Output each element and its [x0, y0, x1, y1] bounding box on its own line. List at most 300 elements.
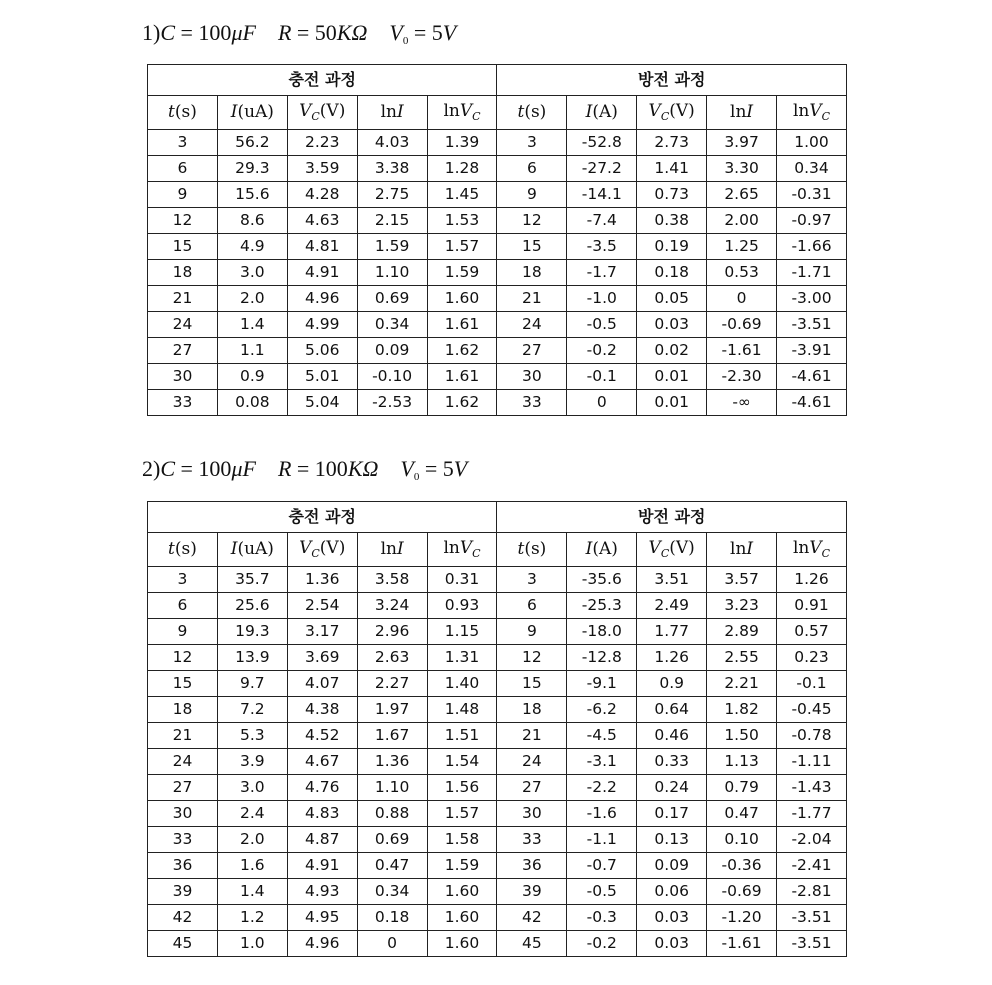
table-row [148, 775, 847, 801]
capacitance-label: C [160, 456, 176, 481]
table-cell: 1.59 [357, 234, 427, 260]
table-cell: -3.51 [777, 931, 847, 957]
table-cell: 1.61 [427, 312, 497, 338]
table-cell: 1.4 [217, 312, 287, 338]
table-cell: 2.55 [707, 645, 777, 671]
table-cell: -12.8 [567, 645, 637, 671]
table-cell: 0.88 [357, 801, 427, 827]
table-cell: -2.30 [707, 364, 777, 390]
table-row [148, 723, 847, 749]
table-cell: 0.69 [357, 827, 427, 853]
table-cell: 21 [148, 723, 218, 749]
table-cell: 5.3 [217, 723, 287, 749]
table-cell: 0.47 [707, 801, 777, 827]
table-row [148, 208, 847, 234]
column-header-row [148, 96, 847, 130]
table-cell: 27 [497, 775, 567, 801]
table-cell: 0.24 [637, 775, 707, 801]
table-cell: 1.59 [427, 853, 497, 879]
table-cell: 24 [497, 312, 567, 338]
table-cell: 3 [148, 567, 218, 593]
table-cell: 1.53 [427, 208, 497, 234]
table-cell: 12 [497, 208, 567, 234]
table-cell: 1.0 [217, 931, 287, 957]
table-cell: -3.00 [777, 286, 847, 312]
table-cell: 3.0 [217, 260, 287, 286]
table-cell: 35.7 [217, 567, 287, 593]
table-cell: 3.57 [707, 567, 777, 593]
table-cell: -0.97 [777, 208, 847, 234]
charging-group-header: 충전 과정 [148, 502, 497, 533]
table-cell: 0.10 [707, 827, 777, 853]
table-cell: 0.38 [637, 208, 707, 234]
table-cell: 24 [148, 749, 218, 775]
table-cell: -52.8 [567, 130, 637, 156]
table-cell: 18 [148, 260, 218, 286]
capacitance-unit: F [242, 456, 256, 481]
table-cell: 42 [497, 905, 567, 931]
capacitance-unit: F [242, 20, 256, 45]
table-cell: 1.40 [427, 671, 497, 697]
col-time: t(s) [148, 96, 218, 130]
table-cell: 1.2 [217, 905, 287, 931]
table-cell: 33 [497, 827, 567, 853]
table-cell: 15 [497, 234, 567, 260]
col-current: I(A) [567, 533, 637, 567]
resistance-unit: KΩ [336, 20, 368, 45]
table-cell: -0.5 [567, 312, 637, 338]
table-cell: -4.5 [567, 723, 637, 749]
table-cell: -1.77 [777, 801, 847, 827]
table-cell: 36 [497, 853, 567, 879]
table-cell: 9 [148, 619, 218, 645]
table-cell: -2.41 [777, 853, 847, 879]
table-row [148, 390, 847, 416]
table-cell: 2.15 [357, 208, 427, 234]
resistance-unit: KΩ [347, 456, 379, 481]
table-row [148, 567, 847, 593]
table-cell: 25.6 [217, 593, 287, 619]
table-cell: 0.01 [637, 364, 707, 390]
table-cell: 27 [148, 775, 218, 801]
table-cell: 1.61 [427, 364, 497, 390]
table-cell: 1.57 [427, 234, 497, 260]
table-cell: 3.0 [217, 775, 287, 801]
col-ln-voltage: lnV$_C$ [777, 96, 847, 130]
table-cell: 1.45 [427, 182, 497, 208]
table-cell: 9 [497, 182, 567, 208]
table-cell: 0.17 [637, 801, 707, 827]
table-cell: -0.31 [777, 182, 847, 208]
col-current: I(uA) [217, 533, 287, 567]
table-cell: 18 [497, 260, 567, 286]
table-cell: 1.48 [427, 697, 497, 723]
charging-group-header: 충전 과정 [148, 65, 497, 96]
table-cell: 4.95 [287, 905, 357, 931]
table-cell: -∞ [707, 390, 777, 416]
col-ln-voltage: lnV$_C$ [427, 533, 497, 567]
table-cell: 0.13 [637, 827, 707, 853]
table-row [148, 827, 847, 853]
table-cell: 12 [148, 208, 218, 234]
col-ln-current: lnI [357, 96, 427, 130]
table-cell: 13.9 [217, 645, 287, 671]
table-cell: 0 [707, 286, 777, 312]
table-cell: 0.73 [637, 182, 707, 208]
table-cell: 0.08 [217, 390, 287, 416]
table-cell: 7.2 [217, 697, 287, 723]
table-row [148, 671, 847, 697]
voltage-unit: V [442, 20, 457, 45]
resistance-value: = 50 [291, 20, 337, 45]
table-cell: 15 [148, 234, 218, 260]
table-row [148, 156, 847, 182]
table-cell: 2.49 [637, 593, 707, 619]
table-cell: 1.56 [427, 775, 497, 801]
col-current: I(A) [567, 96, 637, 130]
table-cell: 1.36 [287, 567, 357, 593]
table-cell: 0.03 [637, 905, 707, 931]
col-current: I(uA) [217, 96, 287, 130]
table-cell: -1.20 [707, 905, 777, 931]
col-capacitor-voltage: $V_C(V)$ [287, 533, 357, 567]
table-cell: 1.15 [427, 619, 497, 645]
table-cell: -0.7 [567, 853, 637, 879]
table-cell: -0.69 [707, 312, 777, 338]
table-cell: 1.25 [707, 234, 777, 260]
table-cell: -1.6 [567, 801, 637, 827]
table-cell: 4.52 [287, 723, 357, 749]
table-cell: 12 [497, 645, 567, 671]
table-row [148, 749, 847, 775]
table-cell: 1.13 [707, 749, 777, 775]
table-cell: -0.10 [357, 364, 427, 390]
table-cell: 1.62 [427, 338, 497, 364]
table-row [148, 338, 847, 364]
table-cell: 0.47 [357, 853, 427, 879]
voltage-label: V [389, 20, 403, 45]
table-cell: 3.38 [357, 156, 427, 182]
table-row [148, 801, 847, 827]
section-number: 1) [142, 20, 161, 45]
capacitance-label: C [160, 20, 176, 45]
table-cell: 1.60 [427, 286, 497, 312]
table-cell: 19.3 [217, 619, 287, 645]
table-cell: -0.36 [707, 853, 777, 879]
table-cell: 21 [497, 286, 567, 312]
table-cell: 0.33 [637, 749, 707, 775]
table-cell: -1.61 [707, 931, 777, 957]
table-cell: 3.9 [217, 749, 287, 775]
discharging-group-header: 방전 과정 [497, 65, 847, 96]
table-cell: 1.6 [217, 853, 287, 879]
col-time: t(s) [497, 96, 567, 130]
table-cell: 2.89 [707, 619, 777, 645]
table-cell: 3.30 [707, 156, 777, 182]
table-cell: -0.1 [567, 364, 637, 390]
table-cell: 0.34 [777, 156, 847, 182]
table-cell: 2.4 [217, 801, 287, 827]
table-row [148, 312, 847, 338]
table-row [148, 286, 847, 312]
table-cell: -0.1 [777, 671, 847, 697]
table-cell: 1.10 [357, 260, 427, 286]
table-cell: 4.96 [287, 286, 357, 312]
table-cell: 1.41 [637, 156, 707, 182]
table-cell: 5.06 [287, 338, 357, 364]
voltage-subscript: 0 [413, 471, 420, 483]
table-cell: 4.28 [287, 182, 357, 208]
table-cell: 33 [497, 390, 567, 416]
table-cell: -3.1 [567, 749, 637, 775]
capacitance-value: = 100 [175, 456, 232, 481]
table-cell: -1.61 [707, 338, 777, 364]
table-cell: 4.9 [217, 234, 287, 260]
table-cell: 0.05 [637, 286, 707, 312]
table-cell: 0.91 [777, 593, 847, 619]
table-cell: 2.00 [707, 208, 777, 234]
table-cell: 0.18 [357, 905, 427, 931]
table-cell: 2.63 [357, 645, 427, 671]
table-cell: 45 [148, 931, 218, 957]
table-cell: -2.53 [357, 390, 427, 416]
table-cell: 0.03 [637, 931, 707, 957]
resistance-value: = 100 [291, 456, 348, 481]
table-cell: 27 [148, 338, 218, 364]
table-cell: 0.69 [357, 286, 427, 312]
discharging-group-header: 방전 과정 [497, 502, 847, 533]
table-cell: 8.6 [217, 208, 287, 234]
col-capacitor-voltage: $V_C(V)$ [637, 533, 707, 567]
table-row [148, 905, 847, 931]
table-cell: 3.24 [357, 593, 427, 619]
table-cell: 6 [148, 593, 218, 619]
table-cell: 1.62 [427, 390, 497, 416]
table-cell: 1.57 [427, 801, 497, 827]
table-cell: 0 [357, 931, 427, 957]
table-cell: 0.02 [637, 338, 707, 364]
table-cell: 3 [148, 130, 218, 156]
table-cell: 30 [148, 801, 218, 827]
table-cell: 0.34 [357, 879, 427, 905]
table-cell: 33 [148, 827, 218, 853]
table-cell: 0.53 [707, 260, 777, 286]
table-cell: 3.17 [287, 619, 357, 645]
table-cell: 1.50 [707, 723, 777, 749]
table-cell: 1.1 [217, 338, 287, 364]
table-cell: -3.5 [567, 234, 637, 260]
col-time: t(s) [497, 533, 567, 567]
table-cell: -6.2 [567, 697, 637, 723]
table-cell: -0.69 [707, 879, 777, 905]
col-ln-current: lnI [707, 533, 777, 567]
table-row [148, 364, 847, 390]
col-capacitor-voltage: $V_C(V)$ [637, 96, 707, 130]
table-cell: 0.46 [637, 723, 707, 749]
table-cell: -18.0 [567, 619, 637, 645]
col-capacitor-voltage: $V_C(V)$ [287, 96, 357, 130]
table-cell: 1.39 [427, 130, 497, 156]
col-ln-voltage: lnV$_C$ [427, 96, 497, 130]
table-cell: -1.71 [777, 260, 847, 286]
table-cell: 0.19 [637, 234, 707, 260]
table-cell: 1.97 [357, 697, 427, 723]
table-cell: 27 [497, 338, 567, 364]
table-cell: 0.34 [357, 312, 427, 338]
table-cell: 1.28 [427, 156, 497, 182]
table-cell: 0.57 [777, 619, 847, 645]
table-cell: 24 [497, 749, 567, 775]
table-cell: 2.27 [357, 671, 427, 697]
capacitance-value: = 100 [175, 20, 232, 45]
table-cell: 3.97 [707, 130, 777, 156]
table-cell: -35.6 [567, 567, 637, 593]
table-cell: 4.83 [287, 801, 357, 827]
table-cell: 4.91 [287, 853, 357, 879]
table-cell: 0.23 [777, 645, 847, 671]
table-cell: -0.3 [567, 905, 637, 931]
table-cell: 4.91 [287, 260, 357, 286]
table-cell: -3.51 [777, 905, 847, 931]
table-cell: 9 [148, 182, 218, 208]
table-cell: 1.82 [707, 697, 777, 723]
table-cell: 1.60 [427, 879, 497, 905]
table-cell: 18 [497, 697, 567, 723]
table-cell: -1.1 [567, 827, 637, 853]
table-cell: 0.03 [637, 312, 707, 338]
table-cell: 24 [148, 312, 218, 338]
table-cell: -1.0 [567, 286, 637, 312]
table-row [148, 697, 847, 723]
table-cell: -2.81 [777, 879, 847, 905]
table-cell: 0.79 [707, 775, 777, 801]
table-cell: -1.11 [777, 749, 847, 775]
table-cell: 1.36 [357, 749, 427, 775]
table-cell: 42 [148, 905, 218, 931]
table-cell: 0.09 [637, 853, 707, 879]
table-cell: 3.23 [707, 593, 777, 619]
table-cell: 0.93 [427, 593, 497, 619]
table-cell: 39 [497, 879, 567, 905]
table-cell: -4.61 [777, 364, 847, 390]
table-cell: 2.23 [287, 130, 357, 156]
table-cell: 15 [497, 671, 567, 697]
data-table-1 [147, 64, 847, 416]
table-cell: 56.2 [217, 130, 287, 156]
table-cell: 2.96 [357, 619, 427, 645]
column-header-row [148, 533, 847, 567]
table-cell: 3.58 [357, 567, 427, 593]
table-row [148, 234, 847, 260]
table-cell: 4.03 [357, 130, 427, 156]
table-row [148, 619, 847, 645]
table-cell: -3.51 [777, 312, 847, 338]
table-cell: -9.1 [567, 671, 637, 697]
table-cell: 15.6 [217, 182, 287, 208]
table-cell: 6 [497, 156, 567, 182]
table-row [148, 130, 847, 156]
table-cell: -0.2 [567, 931, 637, 957]
table-cell: 1.60 [427, 931, 497, 957]
table-cell: -25.3 [567, 593, 637, 619]
table-cell: 2.0 [217, 286, 287, 312]
table-cell: -0.5 [567, 879, 637, 905]
table-cell: 4.07 [287, 671, 357, 697]
table-cell: 0.64 [637, 697, 707, 723]
table-cell: -1.66 [777, 234, 847, 260]
table-cell: -0.78 [777, 723, 847, 749]
table-cell: -14.1 [567, 182, 637, 208]
table-cell: 0.18 [637, 260, 707, 286]
table-cell: 1.26 [637, 645, 707, 671]
data-table-2 [147, 501, 847, 957]
table-cell: 3.51 [637, 567, 707, 593]
table-cell: 4.81 [287, 234, 357, 260]
table-cell: 1.54 [427, 749, 497, 775]
table-cell: 1.77 [637, 619, 707, 645]
table-cell: 3.59 [287, 156, 357, 182]
table-cell: 1.60 [427, 905, 497, 931]
section-1-heading [142, 20, 456, 47]
table-cell: 0.31 [427, 567, 497, 593]
table-cell: 4.76 [287, 775, 357, 801]
table-row [148, 931, 847, 957]
table-cell: -0.2 [567, 338, 637, 364]
table-cell: 2.21 [707, 671, 777, 697]
table-cell: 30 [497, 801, 567, 827]
table-cell: 1.51 [427, 723, 497, 749]
col-time: t(s) [148, 533, 218, 567]
table-cell: 0.9 [217, 364, 287, 390]
col-ln-current: lnI [357, 533, 427, 567]
table-cell: 4.87 [287, 827, 357, 853]
table-cell: 0.01 [637, 390, 707, 416]
resistance-label: R [277, 20, 292, 45]
table-cell: 1.67 [357, 723, 427, 749]
table-cell: -0.45 [777, 697, 847, 723]
table-cell: 4.63 [287, 208, 357, 234]
table-cell: 21 [148, 286, 218, 312]
table-cell: 15 [148, 671, 218, 697]
table-cell: 3 [497, 567, 567, 593]
table-cell: 5.04 [287, 390, 357, 416]
table-cell: 1.58 [427, 827, 497, 853]
table-cell: 4.96 [287, 931, 357, 957]
table-cell: 0.9 [637, 671, 707, 697]
table-cell: 1.00 [777, 130, 847, 156]
table-cell: 30 [148, 364, 218, 390]
table-cell: -2.2 [567, 775, 637, 801]
table-cell: -27.2 [567, 156, 637, 182]
table-cell: 0.09 [357, 338, 427, 364]
table-cell: 0.06 [637, 879, 707, 905]
table-row [148, 879, 847, 905]
table-cell: -1.43 [777, 775, 847, 801]
table-cell: 45 [497, 931, 567, 957]
table-cell: 4.67 [287, 749, 357, 775]
voltage-label: V [400, 456, 414, 481]
table-cell: 0 [567, 390, 637, 416]
table-cell: 1.31 [427, 645, 497, 671]
table-cell: 2.0 [217, 827, 287, 853]
table-cell: 5.01 [287, 364, 357, 390]
table-cell: 9.7 [217, 671, 287, 697]
table-cell: -7.4 [567, 208, 637, 234]
table-cell: 2.75 [357, 182, 427, 208]
table-cell: 12 [148, 645, 218, 671]
table-cell: -1.7 [567, 260, 637, 286]
table-row [148, 593, 847, 619]
